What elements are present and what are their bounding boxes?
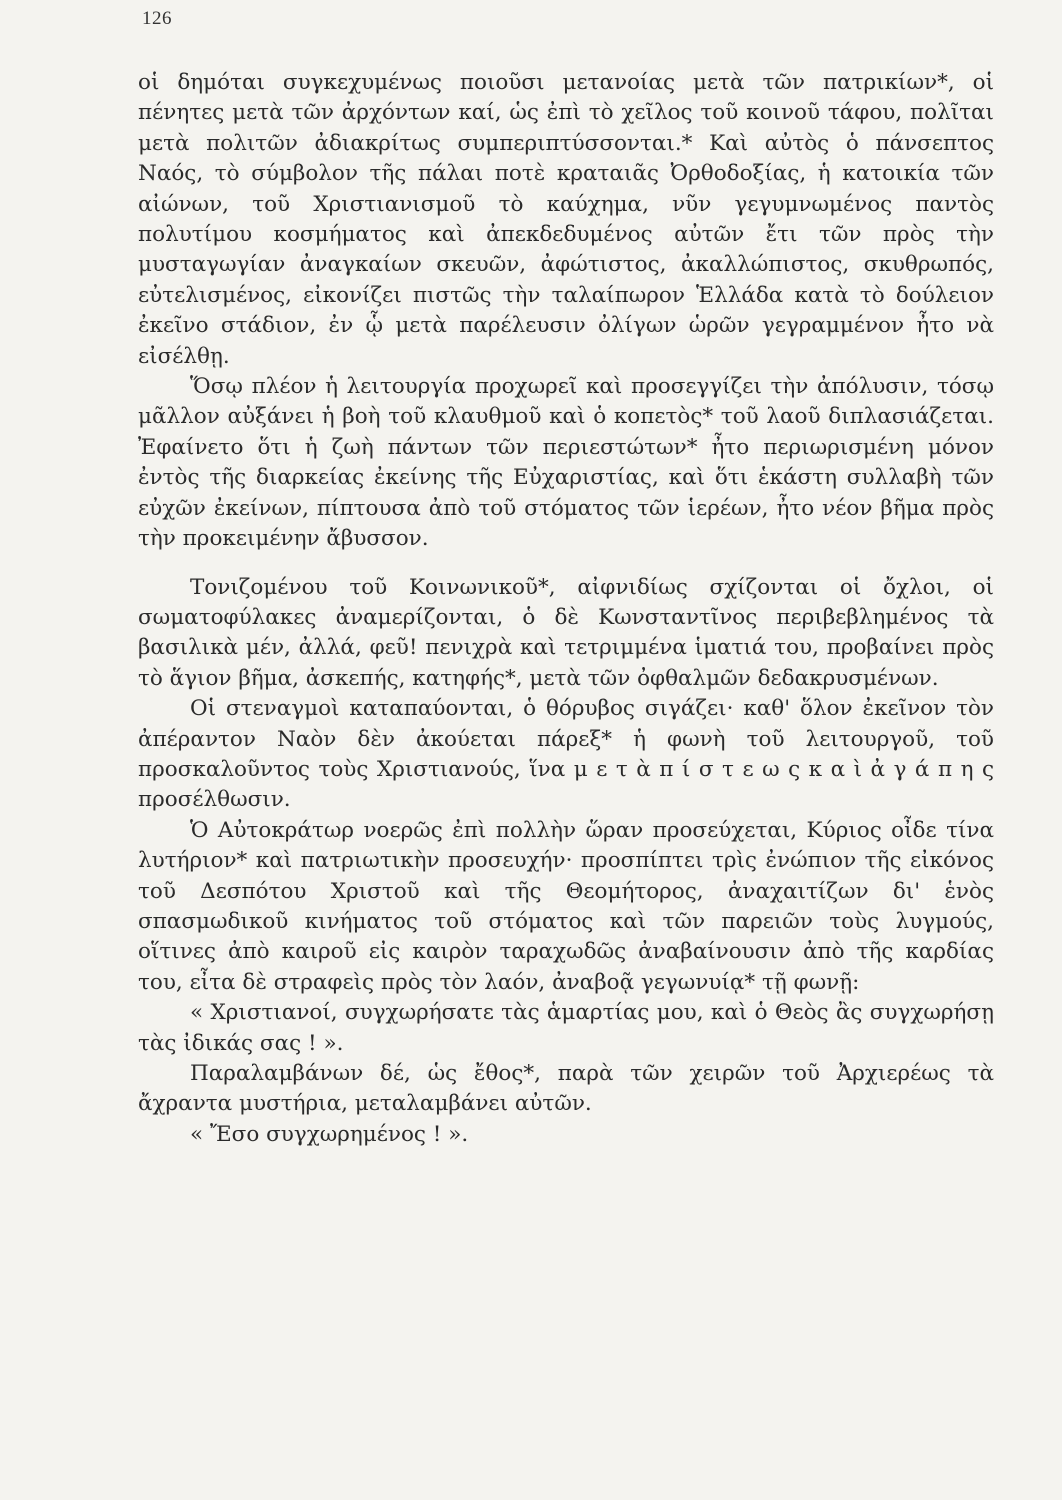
body-text (138, 68, 994, 1150)
paragraph: Παραλαμβάνων δέ, ὡς ἔθος*, παρὰ τῶν χειρῶν τοῦ Ἀρχιερέως τὰ ἄχραντα μυστήρια, μεταλαμβάνει αὐτῶν. (138, 1061, 994, 1117)
quote-paragraph: « Χριστιανοί, συγχωρήσατε τὰς ἁμαρτίας μου, καὶ ὁ Θεὸς ἂς συγχωρήσῃ τὰς ἰδικάς σας ! ». (138, 1000, 994, 1056)
paragraph: Τονιζομένου τοῦ Κοινωνικοῦ*, αἰφνιδίως σχίζονται οἱ ὄχλοι, οἱ σωματοφύλακες ἀναμερίζονται, ὁ δὲ Κωνσταντῖνος περιβεβλημένος τὰ βασιλικὰ μέν, ἀλλά, φεῦ! πενιχρὰ καὶ τετριμμένα ἱματιά του, προβαίνει πρὸς τὸ ἅγιον βῆμα, ἀσκεπής, κατηφής*, μετὰ τῶν ὀφθαλμῶν δεδακρυσμένων. (138, 574, 994, 691)
paragraph: Οἱ στεναγμοὶ καταπαύονται, ὁ θόρυβος σιγάζει· καθ' ὅλον ἐκεῖνον τὸν ἀπέραντον Ναὸν δὲν ἀκούεται πάρεξ* ἡ φωνὴ τοῦ λειτουργοῦ, τοῦ προσκαλοῦντος τοὺς Χριστιανούς, ἵνα μ ε τ ὰ π ί σ τ ε ω ς κ α ὶ ἀ γ ά π η ς προσέλθωσιν. (138, 696, 994, 813)
paragraph-continuation: οἱ δημόται συγκεχυμένως ποιοῦσι μετανοίας μετὰ τῶν πατρικίων*, οἱ πένητες μετὰ τῶν ἀρχόντων καί, ὡς ἐπὶ τὸ χεῖλος τοῦ κοινοῦ τάφου, πολῖται μετὰ πολιτῶν ἀδιακρίτως συμπεριπτύσσονται.* Καὶ αὐτὸς ὁ πάνσεπτος Ναός, τὸ σύμβολον τῆς πάλαι ποτὲ κραταιᾶς Ὀρθοδοξίας, ἡ κατοικία τῶν αἰώνων, τοῦ Χριστιανισμοῦ τὸ καύχημα, νῦν γεγυμνωμένος παντὸς πολυτίμου κοσμήματος καὶ ἀπεκδεδυμένος αὐτῶν ἔτι τῶν πρὸς τὴν μυσταγωγίαν ἀναγκαίων σκευῶν, ἀφώτιστος, ἀκαλλώπιστος, σκυθρωπός, εὐτελισμένος, εἰκονίζει πιστῶς τὴν ταλαίπωρον Ἑλλάδα κατὰ τὸ δούλειον ἐκεῖνο στάδιον, ἐν ᾧ μετὰ παρέλευσιν ὀλίγων ὡρῶν γεγραμμένον ἦτο νὰ εἰσέλθῃ. (138, 70, 994, 369)
paragraph: Ὅσῳ πλέον ἡ λειτουργία προχωρεῖ καὶ προσεγγίζει τὴν ἀπόλυσιν, τόσῳ μᾶλλον αὐξάνει ἡ βοὴ τοῦ κλαυθμοῦ καὶ ὁ κοπετὸς* τοῦ λαοῦ διπλασιάζεται. Ἐφαίνετο ὅτι ἡ ζωὴ πάντων τῶν περιεστώτων* ἦτο περιωρισμένη μόνον ἐντὸς τῆς διαρκείας ἐκείνης τῆς Εὐχαριστίας, καὶ ὅτι ἑκάστη συλλαβὴ τῶν εὐχῶν ἐκείνων, πίπτουσα ἀπὸ τοῦ στόματος τῶν ἱερέων, ἦτο νέον βῆμα πρὸς τὴν προκειμένην ἄβυσσον. (138, 374, 994, 552)
page-number: 126 (142, 8, 172, 29)
paragraph: Ὁ Αὐτοκράτωρ νοερῶς ἐπὶ πολλὴν ὥραν προσεύχεται, Κύριος οἶδε τίνα λυτήριον* καὶ πατριωτικὴν προσευχήν· προσπίπτει τρὶς ἐνώπιον τῆς εἰκόνος τοῦ Δεσπότου Χριστοῦ καὶ τῆς Θεομήτορος, ἀναχαιτίζων δι' ἑνὸς σπασμωδικοῦ κινήματος τοῦ στόματος καὶ τῶν παρειῶν τοὺς λυγμούς, οἵτινες ἀπὸ καιροῦ εἰς καιρὸν ταραχωδῶς ἀναβαίνουσιν ἀπὸ τῆς καρδίας του, εἶτα δὲ στραφεὶς πρὸς τὸν λαόν, ἀναβοᾷ γεγωνυίᾳ* τῇ φωνῇ: (138, 817, 994, 995)
quote-paragraph: « Ἔσο συγχωρημένος ! ». (190, 1121, 469, 1147)
